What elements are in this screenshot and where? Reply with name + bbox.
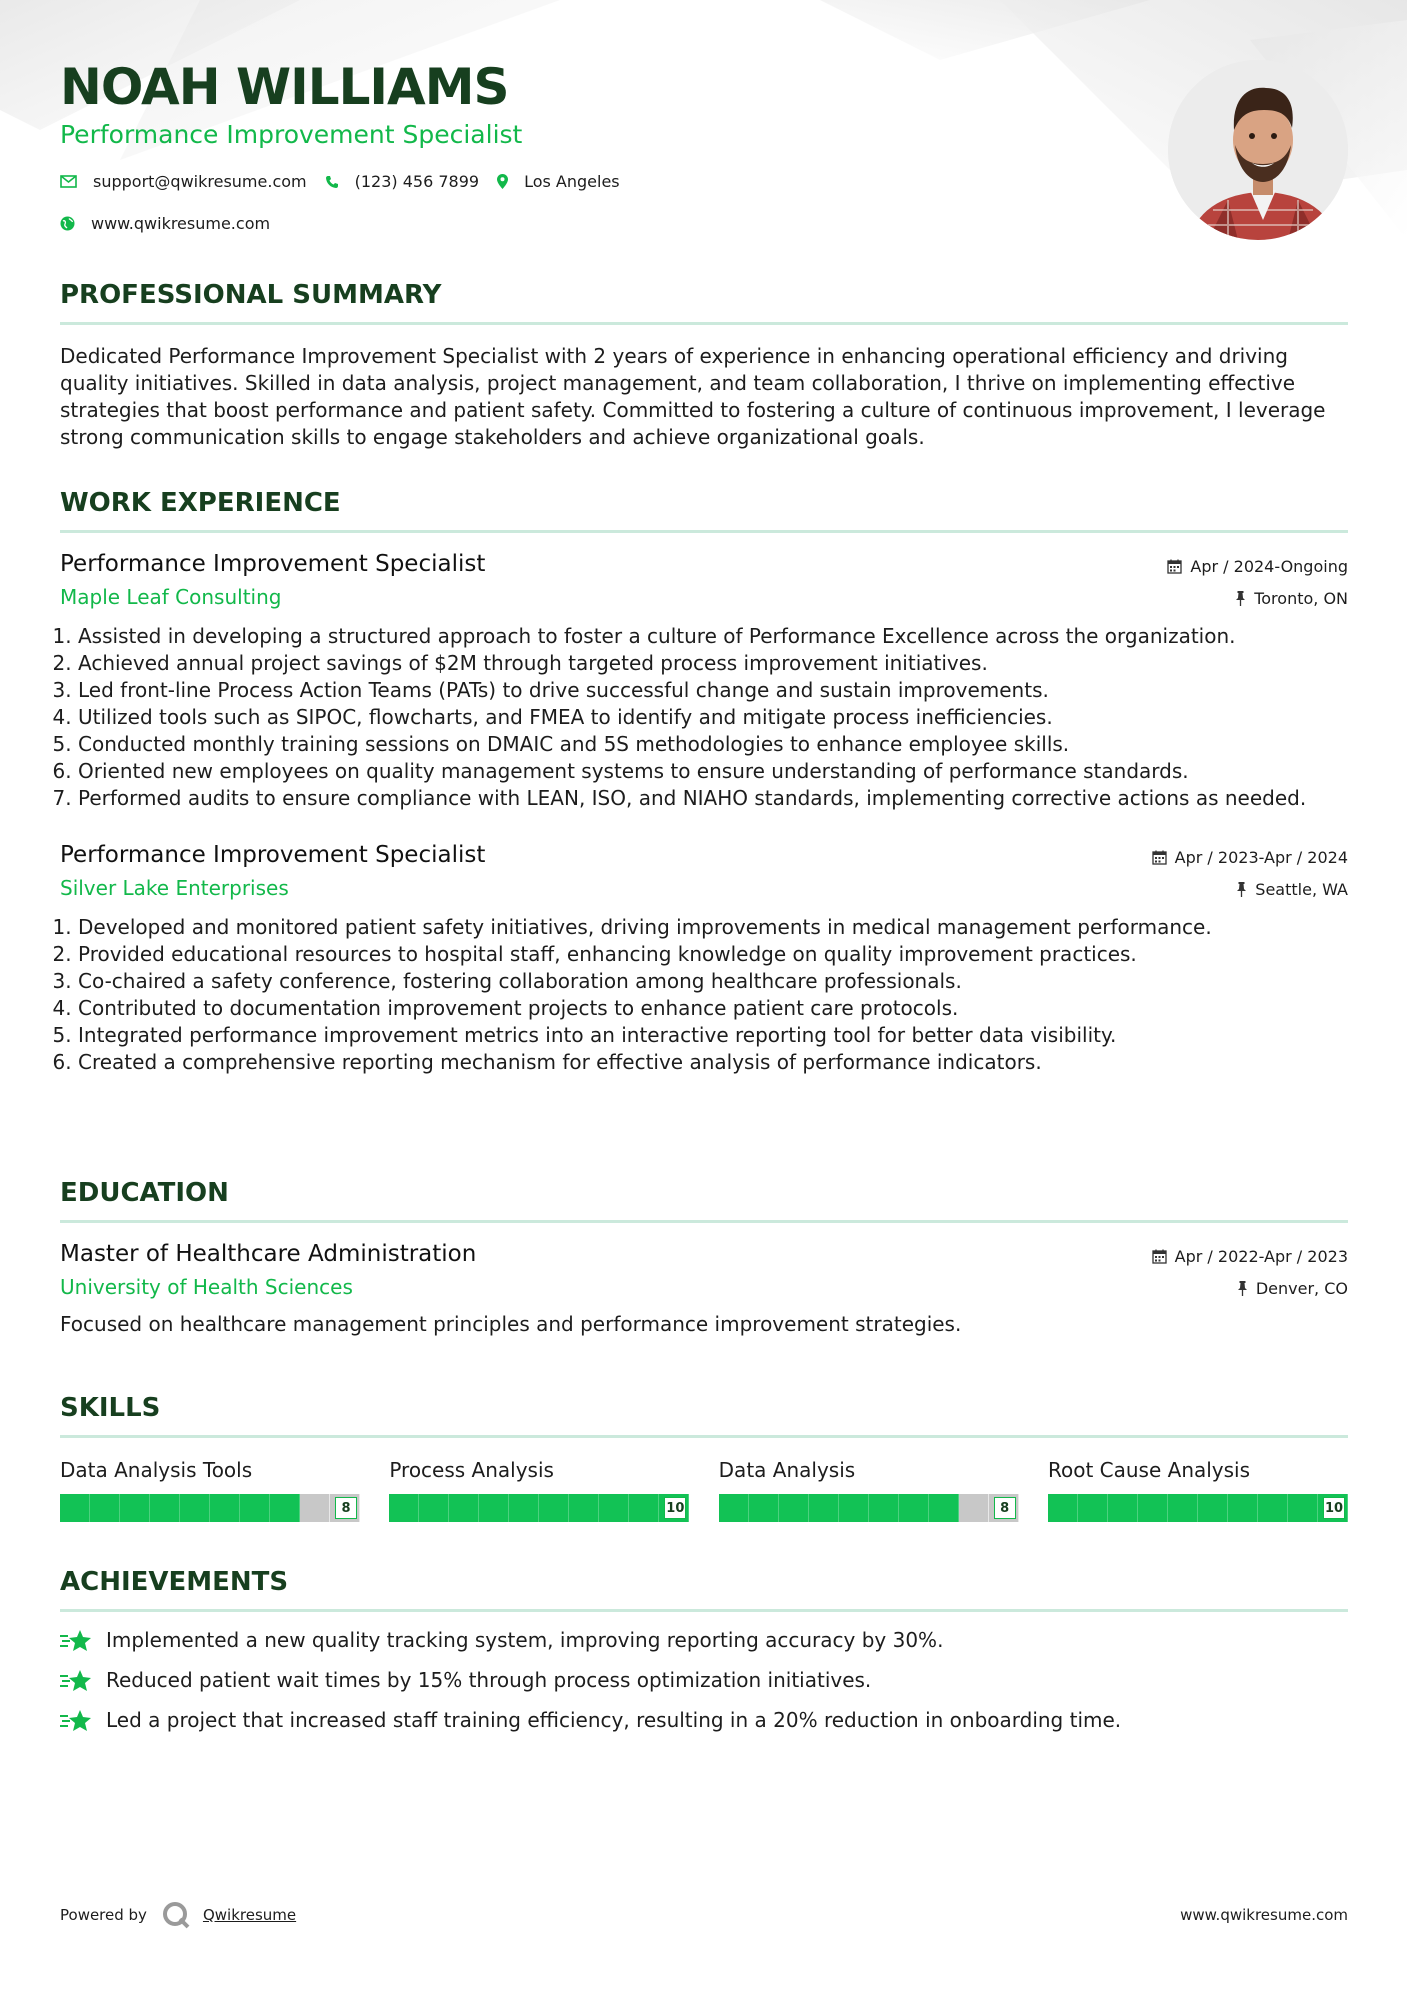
skill-item	[60, 1458, 360, 1522]
contact-website[interactable]	[60, 214, 270, 233]
list-item: 1. Developed and monitored patient safety initiatives, driving improvements in medical management performance.	[78, 914, 1348, 941]
qwikresume-logo-icon	[161, 1900, 191, 1930]
education-entry	[60, 1241, 1348, 1338]
skill-item	[389, 1458, 689, 1522]
profile-photo	[1168, 60, 1348, 240]
envelope-icon	[60, 175, 77, 188]
phone-icon	[325, 175, 339, 189]
phone-text: (123) 456 7899	[354, 172, 480, 191]
job-date	[1167, 557, 1348, 576]
job-date-text: Apr / 2023-Apr / 2024	[1174, 848, 1348, 867]
skill-name: Data Analysis	[718, 1458, 856, 1482]
pushpin-icon	[1236, 882, 1247, 897]
skill-segment-filled	[1228, 1494, 1258, 1522]
skill-segment-filled	[629, 1494, 659, 1522]
achievement-item	[60, 1628, 1348, 1652]
contact-location	[497, 172, 620, 191]
job-title: Performance Improvement Specialist	[60, 842, 486, 868]
section-divider	[60, 1609, 1348, 1612]
skill-segment-filled	[419, 1494, 449, 1522]
list-item: 3. Co-chaired a safety conference, fostering collaboration among healthcare professionals.	[78, 968, 1348, 995]
section-divider	[60, 322, 1348, 325]
education-section	[60, 1178, 1348, 1338]
summary-heading: PROFESSIONAL SUMMARY	[60, 280, 442, 310]
skill-name: Process Analysis	[389, 1458, 554, 1482]
job-location	[1167, 589, 1348, 608]
skill-segment-filled	[929, 1494, 959, 1522]
skill-level-badge: 10	[1323, 1497, 1345, 1519]
skill-level-bar	[389, 1494, 689, 1522]
skill-segment-filled	[1138, 1494, 1168, 1522]
skill-segment-filled	[389, 1494, 419, 1522]
education-location	[1152, 1279, 1348, 1298]
skill-level-badge: 8	[994, 1497, 1016, 1519]
skill-segment-empty	[959, 1494, 989, 1522]
skill-segment-filled	[150, 1494, 180, 1522]
skill-segment-filled	[719, 1494, 749, 1522]
skills-heading: SKILLS	[60, 1393, 161, 1423]
achievements-list	[60, 1628, 1348, 1732]
candidate-role: Performance Improvement Specialist	[60, 120, 523, 149]
skill-segment-filled	[539, 1494, 569, 1522]
skill-level-bar	[1048, 1494, 1348, 1522]
skill-level-badge: 10	[664, 1497, 686, 1519]
footer-powered-by	[60, 1900, 296, 1930]
job-date-text: Apr / 2024-Ongoing	[1190, 557, 1348, 576]
list-item: 6. Oriented new employees on quality management systems to ensure understanding of performance standards.	[78, 758, 1348, 785]
skills-list	[60, 1458, 1348, 1522]
contact-row-primary	[60, 172, 638, 191]
job-meta	[1152, 848, 1348, 899]
skill-segment-filled	[240, 1494, 270, 1522]
skill-segment-filled	[180, 1494, 210, 1522]
list-item: 3. Led front-line Process Action Teams (PATs) to drive successful change and sustain improvements.	[78, 677, 1348, 704]
contact-email[interactable]	[60, 172, 307, 191]
skill-segment-filled	[839, 1494, 869, 1522]
skill-segment-filled	[899, 1494, 929, 1522]
list-item: 2. Achieved annual project savings of $2M through targeted process improvement initiatives.	[78, 650, 1348, 677]
skill-segment-filled	[1108, 1494, 1138, 1522]
globe-icon	[60, 216, 75, 231]
footer	[60, 1900, 1348, 1930]
skill-segment-empty	[300, 1494, 330, 1522]
calendar-icon	[1152, 1249, 1167, 1264]
skill-segment-filled	[1168, 1494, 1198, 1522]
job-entry	[60, 842, 1348, 1076]
experience-heading: WORK EXPERIENCE	[60, 488, 341, 518]
skill-segment-filled	[599, 1494, 629, 1522]
skill-segment-filled	[210, 1494, 240, 1522]
education-date-text: Apr / 2022-Apr / 2023	[1174, 1247, 1348, 1266]
skill-segment-filled	[779, 1494, 809, 1522]
pushpin-icon	[1235, 591, 1246, 606]
list-item: 5. Conducted monthly training sessions on DMAIC and 5S methodologies to enhance employee skills.	[78, 731, 1348, 758]
skill-name: Root Cause Analysis	[1047, 1458, 1251, 1482]
email-text: support@qwikresume.com	[93, 172, 307, 191]
summary-section	[60, 280, 1348, 451]
skill-segment-filled	[1288, 1494, 1318, 1522]
skill-segment-filled	[90, 1494, 120, 1522]
skill-name: Data Analysis Tools	[60, 1458, 253, 1482]
skill-segment-filled	[60, 1494, 90, 1522]
shooting-star-icon	[60, 1708, 92, 1732]
school-name: University of Health Sciences	[60, 1275, 353, 1299]
job-company: Maple Leaf Consulting	[60, 585, 282, 609]
achievement-text: Implemented a new quality tracking system, improving reporting accuracy by 30%.	[106, 1628, 944, 1652]
skill-segment-filled	[479, 1494, 509, 1522]
job-entry	[60, 551, 1348, 812]
job-date	[1152, 848, 1348, 867]
job-location-text: Seattle, WA	[1255, 880, 1348, 899]
section-divider	[60, 1220, 1348, 1223]
skill-item	[719, 1458, 1019, 1522]
shooting-star-icon	[60, 1668, 92, 1692]
skill-segment-filled	[270, 1494, 300, 1522]
job-bullets	[60, 623, 1348, 812]
contact-row-secondary	[60, 214, 288, 233]
list-item: 2. Provided educational resources to hospital staff, enhancing knowledge on quality improvement practices.	[78, 941, 1348, 968]
list-item: 4. Contributed to documentation improvement projects to enhance patient care protocols.	[78, 995, 1348, 1022]
skill-segment-filled	[1048, 1494, 1078, 1522]
job-location	[1152, 880, 1348, 899]
achievement-text: Led a project that increased staff training efficiency, resulting in a 20% reduction in onboarding time.	[106, 1708, 1122, 1732]
list-item: 5. Integrated performance improvement metrics into an interactive reporting tool for better data visibility.	[78, 1022, 1348, 1049]
skill-item	[1048, 1458, 1348, 1522]
section-divider	[60, 530, 1348, 533]
list-item: 6. Created a comprehensive reporting mechanism for effective analysis of performance indicators.	[78, 1049, 1348, 1076]
section-divider	[60, 1435, 1348, 1438]
skill-segment-filled	[509, 1494, 539, 1522]
powered-by-label: Powered by	[60, 1906, 147, 1924]
map-pin-icon	[497, 174, 508, 189]
education-location-text: Denver, CO	[1255, 1279, 1348, 1298]
achievement-item	[60, 1708, 1348, 1732]
candidate-name: NOAH WILLIAMS	[60, 58, 509, 116]
degree-title: Master of Healthcare Administration	[60, 1241, 477, 1267]
achievement-text: Reduced patient wait times by 15% through process optimization initiatives.	[106, 1668, 872, 1692]
skill-segment-filled	[120, 1494, 150, 1522]
skill-segment-filled	[749, 1494, 779, 1522]
skill-segment-filled	[569, 1494, 599, 1522]
list-item: 4. Utilized tools such as SIPOC, flowcharts, and FMEA to identify and mitigate process inefficiencies.	[78, 704, 1348, 731]
experience-section	[60, 488, 1348, 1076]
achievement-item	[60, 1668, 1348, 1692]
skill-segment-filled	[1258, 1494, 1288, 1522]
education-date	[1152, 1247, 1348, 1266]
skill-level-bar	[719, 1494, 1019, 1522]
location-text: Los Angeles	[524, 172, 620, 191]
skill-segment-filled	[1198, 1494, 1228, 1522]
achievements-heading: ACHIEVEMENTS	[60, 1567, 289, 1597]
job-title: Performance Improvement Specialist	[60, 551, 486, 577]
job-location-text: Toronto, ON	[1254, 589, 1348, 608]
skill-segment-filled	[449, 1494, 479, 1522]
job-company: Silver Lake Enterprises	[60, 876, 289, 900]
calendar-icon	[1167, 559, 1182, 574]
education-meta	[1152, 1247, 1348, 1298]
achievements-section	[60, 1567, 1348, 1732]
profile-photo-illustration	[1168, 60, 1348, 240]
skills-section	[60, 1393, 1348, 1522]
skill-level-badge: 8	[335, 1497, 357, 1519]
qwikresume-link[interactable]: Qwikresume	[202, 1906, 297, 1924]
education-description: Focused on healthcare management principles and performance improvement strategies.	[60, 1312, 962, 1336]
skill-segment-filled	[869, 1494, 899, 1522]
contact-phone[interactable]	[325, 172, 479, 191]
skill-segment-filled	[1078, 1494, 1108, 1522]
shooting-star-icon	[60, 1628, 92, 1652]
job-bullets	[60, 914, 1348, 1076]
website-text: www.qwikresume.com	[91, 214, 271, 233]
pushpin-icon	[1237, 1281, 1248, 1296]
list-item: 1. Assisted in developing a structured approach to foster a culture of Performance Excellence across the organization.	[78, 623, 1348, 650]
footer-website[interactable]: www.qwikresume.com	[1180, 1906, 1348, 1924]
skill-segment-filled	[809, 1494, 839, 1522]
job-meta	[1167, 557, 1348, 608]
skill-level-bar	[60, 1494, 360, 1522]
list-item: 7. Performed audits to ensure compliance with LEAN, ISO, and NIAHO standards, implementing corrective actions as needed.	[78, 785, 1348, 812]
summary-text: Dedicated Performance Improvement Specialist with 2 years of experience in enhancing operational efficiency and driving quality initiatives. Skilled in data analysis, project management, and team collaboration, I thrive on implementing effective strategies that boost performance and patient safety. Committed to fostering a culture of continuous improvement, I leverage strong communication skills to engage stakeholders and achieve organizational goals.	[60, 344, 1326, 449]
education-heading: EDUCATION	[60, 1178, 229, 1208]
calendar-icon	[1152, 850, 1167, 865]
